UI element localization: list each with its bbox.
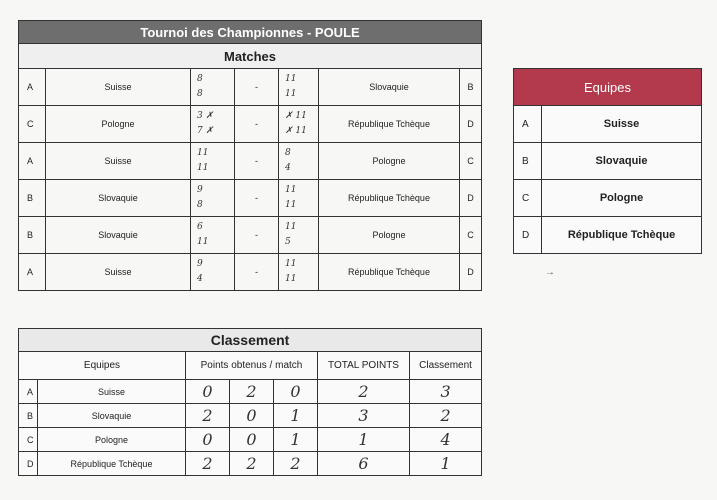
points-match-3: 1	[274, 404, 318, 428]
team-letter: D	[19, 452, 38, 476]
home-scores	[191, 254, 235, 291]
away-score-set-1: 11	[285, 185, 297, 195]
home-scores	[191, 106, 235, 143]
home-team-letter: B	[19, 180, 46, 217]
classement-table	[18, 328, 482, 476]
classement-row	[19, 404, 482, 428]
header-classement: Classement	[410, 352, 482, 380]
team-name: Slovaquie	[38, 404, 186, 428]
home-team-name: Suisse	[46, 69, 191, 106]
away-score-set-2: 11	[285, 200, 297, 210]
points-match-2: 2	[230, 452, 274, 476]
equipe-name: Slovaquie	[542, 143, 702, 180]
away-team-name: République Tchèque	[319, 180, 460, 217]
score-separator: -	[235, 217, 279, 254]
away-score-set-1: 11	[285, 74, 297, 84]
match-row	[19, 254, 482, 291]
away-scores	[279, 106, 319, 143]
home-team-letter: C	[19, 106, 46, 143]
away-team-name: Slovaquie	[319, 69, 460, 106]
score-separator: -	[235, 69, 279, 106]
team-letter: B	[19, 404, 38, 428]
away-score-set-2: 11	[285, 89, 297, 99]
away-score-set-2: ✗ 11	[285, 126, 307, 136]
home-scores	[191, 143, 235, 180]
away-team-name: Pologne	[319, 217, 460, 254]
points-match-1: 0	[186, 380, 230, 404]
stray-arrow-mark: →	[545, 267, 555, 278]
classement-heading: Classement	[19, 329, 482, 352]
points-match-2: 0	[230, 404, 274, 428]
home-score-set-2: 8	[197, 89, 203, 99]
match-row	[19, 143, 482, 180]
points-match-3: 0	[274, 380, 318, 404]
away-score-set-1: ✗ 11	[285, 111, 307, 121]
classement-row	[19, 452, 482, 476]
away-scores	[279, 69, 319, 106]
home-score-set-1: 11	[197, 148, 209, 158]
home-team-letter: A	[19, 143, 46, 180]
home-score-set-2: 11	[197, 163, 209, 173]
equipe-name: Pologne	[542, 180, 702, 217]
score-separator: -	[235, 254, 279, 291]
points-match-1: 2	[186, 452, 230, 476]
away-score-set-1: 11	[285, 259, 297, 269]
equipe-name: Suisse	[542, 106, 702, 143]
points-match-2: 2	[230, 380, 274, 404]
home-score-set-2: 7 ✗	[197, 126, 214, 136]
home-scores	[191, 69, 235, 106]
away-team-letter: C	[460, 217, 482, 254]
home-team-letter: B	[19, 217, 46, 254]
points-match-1: 0	[186, 428, 230, 452]
home-scores	[191, 217, 235, 254]
away-score-set-2: 11	[285, 274, 297, 284]
home-score-set-1: 9	[197, 185, 203, 195]
away-team-name: République Tchèque	[319, 254, 460, 291]
tournament-title: Tournoi des Championnes - POULE	[19, 21, 482, 44]
score-separator: -	[235, 143, 279, 180]
header-equipes: Equipes	[19, 352, 186, 380]
header-total-points: TOTAL POINTS	[318, 352, 410, 380]
home-score-set-1: 9	[197, 259, 203, 269]
away-team-letter: D	[460, 254, 482, 291]
home-score-set-2: 11	[197, 237, 209, 247]
match-row	[19, 217, 482, 254]
home-team-letter: A	[19, 69, 46, 106]
home-team-name: Pologne	[46, 106, 191, 143]
away-score-set-1: 11	[285, 222, 297, 232]
away-score-set-2: 4	[285, 163, 291, 173]
away-team-letter: D	[460, 180, 482, 217]
matches-table	[18, 20, 482, 291]
home-score-set-2: 8	[197, 200, 203, 210]
total-points: 3	[318, 404, 410, 428]
points-match-1: 2	[186, 404, 230, 428]
points-match-3: 1	[274, 428, 318, 452]
match-row	[19, 69, 482, 106]
classement-row	[19, 380, 482, 404]
header-points-per-match: Points obtenus / match	[186, 352, 318, 380]
away-team-letter: D	[460, 106, 482, 143]
total-points: 2	[318, 380, 410, 404]
team-name: République Tchèque	[38, 452, 186, 476]
points-match-2: 0	[230, 428, 274, 452]
away-score-set-2: 5	[285, 237, 291, 247]
home-score-set-1: 3 ✗	[197, 111, 214, 121]
team-letter: A	[19, 380, 38, 404]
equipe-letter: D	[514, 217, 542, 254]
away-score-set-1: 8	[285, 148, 291, 158]
away-team-letter: B	[460, 69, 482, 106]
matches-heading: Matches	[19, 44, 482, 69]
home-team-name: Slovaquie	[46, 217, 191, 254]
away-team-letter: C	[460, 143, 482, 180]
home-team-name: Suisse	[46, 254, 191, 291]
rank: 4	[410, 428, 482, 452]
equipes-table	[513, 68, 702, 254]
equipe-letter: A	[514, 106, 542, 143]
team-name: Pologne	[38, 428, 186, 452]
rank: 1	[410, 452, 482, 476]
equipes-heading: Equipes	[514, 69, 702, 106]
equipe-row	[514, 180, 702, 217]
home-score-set-1: 6	[197, 222, 203, 232]
away-scores	[279, 180, 319, 217]
away-scores	[279, 254, 319, 291]
equipe-letter: C	[514, 180, 542, 217]
home-score-set-1: 8	[197, 74, 203, 84]
rank: 3	[410, 380, 482, 404]
home-team-letter: A	[19, 254, 46, 291]
rank: 2	[410, 404, 482, 428]
home-score-set-2: 4	[197, 274, 203, 284]
classement-row	[19, 428, 482, 452]
equipe-row	[514, 143, 702, 180]
away-team-name: République Tchèque	[319, 106, 460, 143]
score-separator: -	[235, 180, 279, 217]
score-separator: -	[235, 106, 279, 143]
equipe-letter: B	[514, 143, 542, 180]
points-match-3: 2	[274, 452, 318, 476]
home-team-name: Suisse	[46, 143, 191, 180]
away-scores	[279, 143, 319, 180]
equipe-name: République Tchèque	[542, 217, 702, 254]
team-letter: C	[19, 428, 38, 452]
equipe-row	[514, 217, 702, 254]
equipe-row	[514, 106, 702, 143]
total-points: 6	[318, 452, 410, 476]
away-scores	[279, 217, 319, 254]
away-team-name: Pologne	[319, 143, 460, 180]
match-row	[19, 180, 482, 217]
total-points: 1	[318, 428, 410, 452]
match-row	[19, 106, 482, 143]
home-team-name: Slovaquie	[46, 180, 191, 217]
home-scores	[191, 180, 235, 217]
team-name: Suisse	[38, 380, 186, 404]
